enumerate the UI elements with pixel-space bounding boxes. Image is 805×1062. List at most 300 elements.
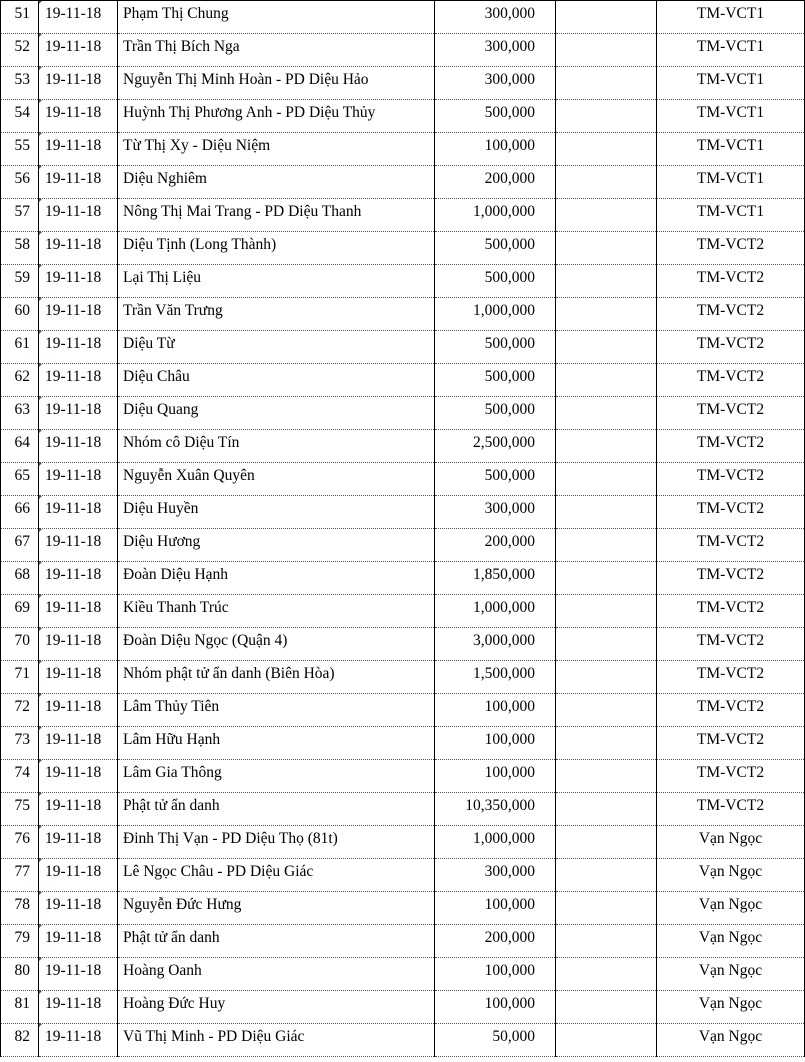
- note-cell[interactable]: [556, 364, 657, 397]
- donor-name-text: Diệu Quang: [123, 401, 199, 418]
- row-number-text: 59: [14, 269, 30, 286]
- amount-text: 300,000: [484, 863, 535, 880]
- date-text: 19-11-18: [45, 797, 102, 814]
- date-cell[interactable]: [39, 826, 118, 859]
- date-text: 19-11-18: [45, 71, 102, 88]
- date-text: 19-11-18: [45, 434, 102, 451]
- note-cell[interactable]: [556, 1024, 657, 1057]
- amount-text: 200,000: [484, 170, 535, 187]
- date-cell[interactable]: [39, 562, 118, 595]
- row-number-text: 62: [14, 368, 30, 385]
- donor-name-cell[interactable]: [118, 925, 435, 958]
- amount-text: 500,000: [484, 401, 535, 418]
- donor-name-text: Hoàng Đức Huy: [123, 995, 226, 1012]
- code-cell[interactable]: [657, 991, 805, 1024]
- table-row: [1, 331, 805, 364]
- date-cell[interactable]: [39, 793, 118, 826]
- amount-cell[interactable]: [435, 397, 556, 430]
- note-cell[interactable]: [556, 694, 657, 727]
- date-cell[interactable]: [39, 463, 118, 496]
- code-cell[interactable]: [657, 397, 805, 430]
- code-text: Vạn Ngọc: [698, 929, 763, 946]
- date-cell[interactable]: [39, 67, 118, 100]
- note-cell[interactable]: [556, 892, 657, 925]
- amount-text: 300,000: [484, 71, 535, 88]
- row-number-cell[interactable]: [1, 496, 39, 529]
- date-cell[interactable]: [39, 34, 118, 67]
- row-number-text: 79: [14, 929, 30, 946]
- amount-text: 300,000: [484, 500, 535, 517]
- code-cell[interactable]: [657, 166, 805, 199]
- table-row: [1, 199, 805, 232]
- row-number-cell[interactable]: [1, 364, 39, 397]
- code-text: TM-VCT2: [696, 467, 765, 484]
- row-number-text: 71: [14, 665, 30, 682]
- code-text: TM-VCT2: [696, 401, 765, 418]
- table-row: [1, 925, 805, 958]
- date-cell[interactable]: [39, 925, 118, 958]
- row-number-cell[interactable]: [1, 100, 39, 133]
- code-cell[interactable]: [657, 67, 805, 100]
- amount-cell[interactable]: [435, 463, 556, 496]
- note-cell[interactable]: [556, 34, 657, 67]
- donor-name-text: Lê Ngọc Châu - PD Diệu Giác: [123, 863, 314, 880]
- code-cell[interactable]: [657, 925, 805, 958]
- row-number-cell[interactable]: [1, 232, 39, 265]
- code-cell[interactable]: [657, 529, 805, 562]
- amount-cell[interactable]: [435, 661, 556, 694]
- code-cell[interactable]: [657, 628, 805, 661]
- row-number-text: 54: [14, 104, 30, 121]
- code-cell[interactable]: [657, 199, 805, 232]
- date-cell[interactable]: [39, 232, 118, 265]
- amount-cell[interactable]: [435, 1, 556, 34]
- date-cell[interactable]: [39, 760, 118, 793]
- note-cell[interactable]: [556, 562, 657, 595]
- donor-name-text: Lâm Gia Thông: [123, 764, 222, 781]
- amount-cell[interactable]: [435, 1024, 556, 1057]
- date-cell[interactable]: [39, 166, 118, 199]
- amount-cell[interactable]: [435, 298, 556, 331]
- note-cell[interactable]: [556, 397, 657, 430]
- row-number-text: 74: [14, 764, 30, 781]
- date-cell[interactable]: [39, 496, 118, 529]
- row-number-text: 57: [14, 203, 30, 220]
- amount-cell[interactable]: [435, 529, 556, 562]
- date-cell[interactable]: [39, 1024, 118, 1057]
- table-row: [1, 793, 805, 826]
- amount-cell[interactable]: [435, 562, 556, 595]
- date-text: 19-11-18: [45, 137, 102, 154]
- code-text: TM-VCT2: [696, 368, 765, 385]
- row-number-cell[interactable]: [1, 166, 39, 199]
- code-text: Vạn Ngọc: [698, 962, 763, 979]
- note-cell[interactable]: [556, 199, 657, 232]
- donor-name-text: Lâm Thủy Tiên: [123, 698, 220, 715]
- note-cell[interactable]: [556, 595, 657, 628]
- amount-cell[interactable]: [435, 892, 556, 925]
- code-text: TM-VCT1: [696, 5, 765, 22]
- donor-name-cell[interactable]: [118, 661, 435, 694]
- amount-cell[interactable]: [435, 727, 556, 760]
- amount-cell[interactable]: [435, 232, 556, 265]
- row-number-text: 77: [14, 863, 30, 880]
- amount-cell[interactable]: [435, 166, 556, 199]
- code-cell[interactable]: [657, 232, 805, 265]
- donor-name-cell[interactable]: [118, 562, 435, 595]
- table-row: [1, 265, 805, 298]
- amount-cell[interactable]: [435, 67, 556, 100]
- donor-name-cell[interactable]: [118, 991, 435, 1024]
- date-text: 19-11-18: [45, 104, 102, 121]
- amount-cell[interactable]: [435, 628, 556, 661]
- date-cell[interactable]: [39, 199, 118, 232]
- code-cell[interactable]: [657, 34, 805, 67]
- note-cell[interactable]: [556, 298, 657, 331]
- code-cell[interactable]: [657, 595, 805, 628]
- date-text: 19-11-18: [45, 1028, 102, 1045]
- amount-cell[interactable]: [435, 364, 556, 397]
- donor-name-cell[interactable]: [118, 529, 435, 562]
- row-number-cell[interactable]: [1, 265, 39, 298]
- code-text: TM-VCT2: [696, 434, 765, 451]
- code-cell[interactable]: [657, 859, 805, 892]
- table-body: [1, 1, 805, 1057]
- table-row: [1, 1024, 805, 1057]
- date-cell[interactable]: [39, 265, 118, 298]
- amount-cell[interactable]: [435, 430, 556, 463]
- donor-name-text: Từ Thị Xy - Diệu Niệm: [123, 137, 271, 154]
- amount-cell[interactable]: [435, 265, 556, 298]
- row-number-cell[interactable]: [1, 529, 39, 562]
- code-cell[interactable]: [657, 958, 805, 991]
- amount-text: 1,850,000: [473, 566, 535, 583]
- note-cell[interactable]: [556, 232, 657, 265]
- table-row: [1, 562, 805, 595]
- table-row: [1, 628, 805, 661]
- amount-cell[interactable]: [435, 34, 556, 67]
- date-cell[interactable]: [39, 859, 118, 892]
- row-number-cell[interactable]: [1, 1, 39, 34]
- date-cell[interactable]: [39, 298, 118, 331]
- note-cell[interactable]: [556, 265, 657, 298]
- amount-text: 500,000: [484, 236, 535, 253]
- code-cell[interactable]: [657, 265, 805, 298]
- date-text: 19-11-18: [45, 401, 102, 418]
- note-cell[interactable]: [556, 760, 657, 793]
- amount-cell[interactable]: [435, 133, 556, 166]
- code-cell[interactable]: [657, 892, 805, 925]
- donor-name-cell[interactable]: [118, 199, 435, 232]
- row-number-cell[interactable]: [1, 562, 39, 595]
- date-text: 19-11-18: [45, 302, 102, 319]
- row-number-text: 80: [14, 962, 30, 979]
- table-row: [1, 661, 805, 694]
- donor-name-text: Hoàng Oanh: [123, 962, 202, 979]
- amount-text: 100,000: [484, 137, 535, 154]
- code-cell[interactable]: [657, 463, 805, 496]
- row-number-cell[interactable]: [1, 892, 39, 925]
- code-cell[interactable]: [657, 430, 805, 463]
- date-cell[interactable]: [39, 628, 118, 661]
- row-number-cell[interactable]: [1, 826, 39, 859]
- date-text: 19-11-18: [45, 269, 102, 286]
- amount-text: 500,000: [484, 269, 535, 286]
- note-cell[interactable]: [556, 133, 657, 166]
- table-row: [1, 892, 805, 925]
- row-number-text: 78: [14, 896, 30, 913]
- date-cell[interactable]: [39, 595, 118, 628]
- date-cell[interactable]: [39, 364, 118, 397]
- row-number-cell[interactable]: [1, 694, 39, 727]
- note-cell[interactable]: [556, 331, 657, 364]
- table-row: [1, 364, 805, 397]
- note-cell[interactable]: [556, 826, 657, 859]
- donor-name-cell[interactable]: [118, 463, 435, 496]
- donor-name-text: Huỳnh Thị Phương Anh - PD Diệu Thủy: [123, 104, 376, 121]
- donor-name-cell[interactable]: [118, 727, 435, 760]
- row-number-cell[interactable]: [1, 661, 39, 694]
- row-number-cell[interactable]: [1, 133, 39, 166]
- note-cell[interactable]: [556, 661, 657, 694]
- donor-name-cell[interactable]: [118, 1, 435, 34]
- note-cell[interactable]: [556, 958, 657, 991]
- donor-name-cell[interactable]: [118, 364, 435, 397]
- donor-name-cell[interactable]: [118, 892, 435, 925]
- donor-name-text: Diệu Từ: [123, 335, 175, 352]
- row-number-cell[interactable]: [1, 199, 39, 232]
- date-text: 19-11-18: [45, 38, 102, 55]
- row-number-text: 70: [14, 632, 30, 649]
- date-text: 19-11-18: [45, 665, 102, 682]
- donor-name-cell[interactable]: [118, 34, 435, 67]
- note-cell[interactable]: [556, 991, 657, 1024]
- note-cell[interactable]: [556, 166, 657, 199]
- note-cell[interactable]: [556, 859, 657, 892]
- note-cell[interactable]: [556, 67, 657, 100]
- row-number-cell[interactable]: [1, 67, 39, 100]
- donor-name-cell[interactable]: [118, 232, 435, 265]
- donor-name-text: Nguyễn Đức Hưng: [123, 896, 242, 913]
- amount-text: 1,000,000: [473, 599, 535, 616]
- date-text: 19-11-18: [45, 698, 102, 715]
- donor-name-cell[interactable]: [118, 628, 435, 661]
- note-cell[interactable]: [556, 100, 657, 133]
- code-cell[interactable]: [657, 133, 805, 166]
- date-text: 19-11-18: [45, 170, 102, 187]
- donor-name-cell[interactable]: [118, 397, 435, 430]
- code-text: TM-VCT1: [696, 38, 765, 55]
- code-text: TM-VCT2: [696, 665, 765, 682]
- donor-name-cell[interactable]: [118, 859, 435, 892]
- row-number-text: 52: [14, 38, 30, 55]
- donor-name-cell[interactable]: [118, 793, 435, 826]
- date-cell[interactable]: [39, 991, 118, 1024]
- code-cell[interactable]: [657, 562, 805, 595]
- row-number-cell[interactable]: [1, 463, 39, 496]
- donor-name-text: Phạm Thị Chung: [123, 5, 229, 22]
- row-number-cell[interactable]: [1, 628, 39, 661]
- date-cell[interactable]: [39, 100, 118, 133]
- note-cell[interactable]: [556, 1, 657, 34]
- note-cell[interactable]: [556, 430, 657, 463]
- row-number-text: 55: [14, 137, 30, 154]
- date-cell[interactable]: [39, 430, 118, 463]
- amount-cell[interactable]: [435, 991, 556, 1024]
- donor-name-cell[interactable]: [118, 265, 435, 298]
- donor-name-cell[interactable]: [118, 760, 435, 793]
- row-number-text: 53: [14, 71, 30, 88]
- note-cell[interactable]: [556, 925, 657, 958]
- date-text: 19-11-18: [45, 764, 102, 781]
- date-cell[interactable]: [39, 727, 118, 760]
- date-cell[interactable]: [39, 1, 118, 34]
- date-text: 19-11-18: [45, 500, 102, 517]
- row-number-cell[interactable]: [1, 925, 39, 958]
- donor-name-cell[interactable]: [118, 826, 435, 859]
- row-number-cell[interactable]: [1, 397, 39, 430]
- code-cell[interactable]: [657, 694, 805, 727]
- donor-name-cell[interactable]: [118, 496, 435, 529]
- code-cell[interactable]: [657, 364, 805, 397]
- row-number-text: 82: [14, 1028, 30, 1045]
- row-number-text: 73: [14, 731, 30, 748]
- table-row: [1, 133, 805, 166]
- date-cell[interactable]: [39, 958, 118, 991]
- donor-name-cell[interactable]: [118, 100, 435, 133]
- code-text: TM-VCT2: [696, 764, 765, 781]
- row-number-cell[interactable]: [1, 727, 39, 760]
- code-text: TM-VCT2: [696, 731, 765, 748]
- amount-cell[interactable]: [435, 826, 556, 859]
- amount-cell[interactable]: [435, 760, 556, 793]
- row-number-text: 64: [14, 434, 30, 451]
- row-number-cell[interactable]: [1, 760, 39, 793]
- table-row: [1, 166, 805, 199]
- note-cell[interactable]: [556, 463, 657, 496]
- date-cell[interactable]: [39, 331, 118, 364]
- date-cell[interactable]: [39, 694, 118, 727]
- code-cell[interactable]: [657, 760, 805, 793]
- amount-cell[interactable]: [435, 793, 556, 826]
- row-number-cell[interactable]: [1, 1024, 39, 1057]
- amount-text: 100,000: [484, 962, 535, 979]
- donor-name-text: Diệu Hương: [123, 533, 201, 550]
- note-cell[interactable]: [556, 529, 657, 562]
- table-row: [1, 232, 805, 265]
- date-cell[interactable]: [39, 529, 118, 562]
- date-cell[interactable]: [39, 397, 118, 430]
- row-number-cell[interactable]: [1, 331, 39, 364]
- donor-name-cell[interactable]: [118, 331, 435, 364]
- amount-cell[interactable]: [435, 100, 556, 133]
- code-cell[interactable]: [657, 100, 805, 133]
- date-cell[interactable]: [39, 892, 118, 925]
- amount-text: 2,500,000: [473, 434, 535, 451]
- row-number-cell[interactable]: [1, 793, 39, 826]
- donor-name-cell[interactable]: [118, 166, 435, 199]
- table-row: [1, 595, 805, 628]
- code-text: TM-VCT1: [696, 71, 765, 88]
- table-row: [1, 397, 805, 430]
- row-number-cell[interactable]: [1, 958, 39, 991]
- note-cell[interactable]: [556, 793, 657, 826]
- date-cell[interactable]: [39, 133, 118, 166]
- date-text: 19-11-18: [45, 368, 102, 385]
- amount-cell[interactable]: [435, 859, 556, 892]
- donor-name-cell[interactable]: [118, 133, 435, 166]
- amount-text: 100,000: [484, 995, 535, 1012]
- donor-name-cell[interactable]: [118, 1024, 435, 1057]
- table-row: [1, 100, 805, 133]
- row-number-text: 68: [14, 566, 30, 583]
- note-cell[interactable]: [556, 727, 657, 760]
- code-cell[interactable]: [657, 793, 805, 826]
- row-number-text: 63: [14, 401, 30, 418]
- code-cell[interactable]: [657, 496, 805, 529]
- amount-text: 300,000: [484, 38, 535, 55]
- code-text: Vạn Ngọc: [698, 1028, 763, 1045]
- code-text: TM-VCT1: [696, 104, 765, 121]
- date-text: 19-11-18: [45, 533, 102, 550]
- row-number-cell[interactable]: [1, 991, 39, 1024]
- row-number-cell[interactable]: [1, 34, 39, 67]
- amount-cell[interactable]: [435, 595, 556, 628]
- row-number-cell[interactable]: [1, 298, 39, 331]
- donor-name-cell[interactable]: [118, 298, 435, 331]
- code-cell[interactable]: [657, 1024, 805, 1057]
- donor-name-text: Diệu Tịnh (Long Thành): [123, 236, 277, 253]
- code-cell[interactable]: [657, 661, 805, 694]
- row-number-cell[interactable]: [1, 595, 39, 628]
- amount-cell[interactable]: [435, 199, 556, 232]
- amount-cell[interactable]: [435, 496, 556, 529]
- row-number-cell[interactable]: [1, 430, 39, 463]
- date-cell[interactable]: [39, 661, 118, 694]
- row-number-text: 56: [14, 170, 30, 187]
- row-number-text: 72: [14, 698, 30, 715]
- table-row: [1, 958, 805, 991]
- table-row: [1, 760, 805, 793]
- row-number-cell[interactable]: [1, 859, 39, 892]
- row-number-text: 61: [14, 335, 30, 352]
- code-cell[interactable]: [657, 331, 805, 364]
- amount-cell[interactable]: [435, 958, 556, 991]
- code-text: Vạn Ngọc: [698, 830, 763, 847]
- amount-cell[interactable]: [435, 331, 556, 364]
- code-cell[interactable]: [657, 298, 805, 331]
- code-text: Vạn Ngọc: [698, 896, 763, 913]
- donor-name-cell[interactable]: [118, 595, 435, 628]
- date-text: 19-11-18: [45, 731, 102, 748]
- donor-name-text: Nông Thị Mai Trang - PD Diệu Thanh: [123, 203, 362, 220]
- code-cell[interactable]: [657, 1, 805, 34]
- amount-cell[interactable]: [435, 694, 556, 727]
- donor-name-cell[interactable]: [118, 694, 435, 727]
- donor-name-cell[interactable]: [118, 430, 435, 463]
- donor-name-cell[interactable]: [118, 67, 435, 100]
- code-text: TM-VCT2: [696, 797, 765, 814]
- note-cell[interactable]: [556, 628, 657, 661]
- date-text: 19-11-18: [45, 863, 102, 880]
- amount-cell[interactable]: [435, 925, 556, 958]
- code-cell[interactable]: [657, 727, 805, 760]
- table-row: [1, 826, 805, 859]
- row-number-text: 81: [14, 995, 30, 1012]
- donor-name-cell[interactable]: [118, 958, 435, 991]
- code-cell[interactable]: [657, 826, 805, 859]
- note-cell[interactable]: [556, 496, 657, 529]
